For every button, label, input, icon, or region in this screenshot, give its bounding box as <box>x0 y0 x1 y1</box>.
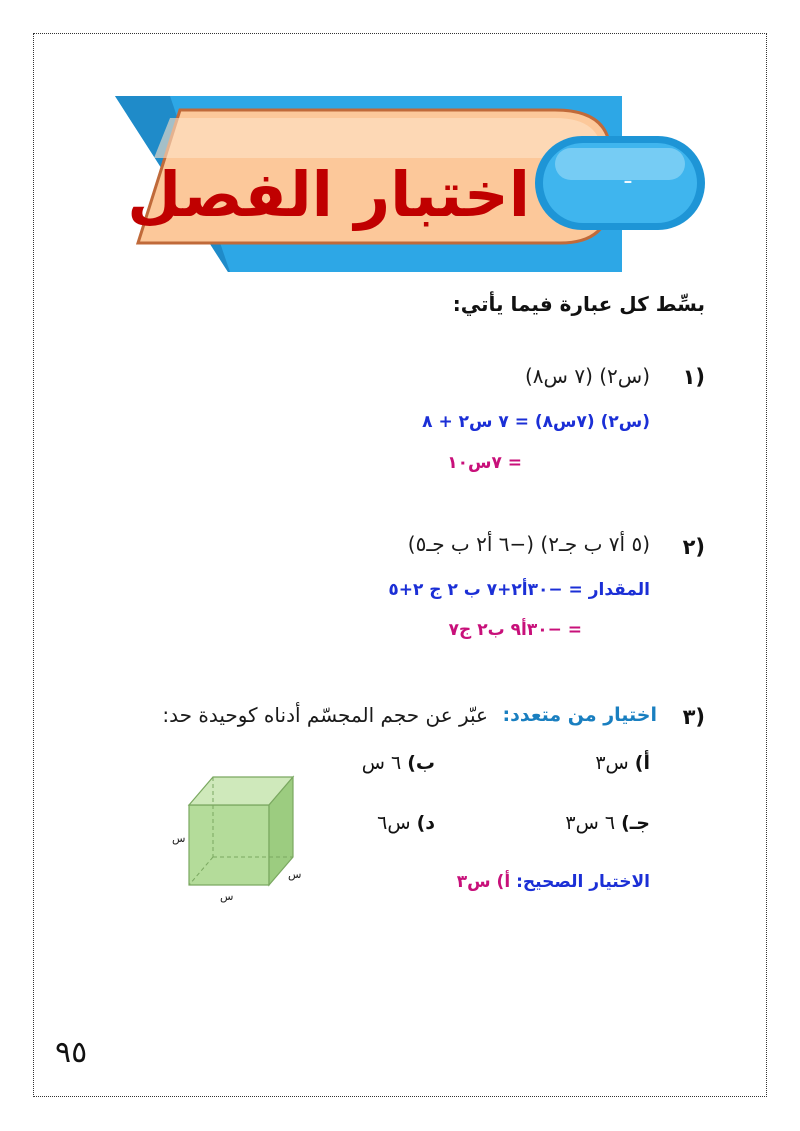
cube-label-left: س <box>172 832 186 845</box>
option-a[interactable] <box>595 752 650 774</box>
option-d-text: س٦ <box>377 812 411 834</box>
question-2-solution-line-2: = −٣٠أ٩ ب٢ ج٧ <box>448 620 582 640</box>
page-number: ٩٥ <box>55 1035 88 1070</box>
cube-label-right: س <box>288 868 302 881</box>
question-1-solution-line-2: = ٧س١٠ <box>447 453 522 473</box>
option-a-text: س٣ <box>595 752 629 774</box>
option-b-letter: ب) <box>407 752 435 774</box>
question-2-solution-line-1: المقدار = −٣٠أ٢+٧ ب ٢ ج ٢+٥ <box>388 580 650 600</box>
option-c[interactable] <box>565 812 650 834</box>
option-b-text: ٦ س <box>361 752 402 774</box>
cube-figure <box>165 765 315 905</box>
option-b[interactable] <box>362 752 435 774</box>
correct-answer-value: أ) س٣ <box>456 872 511 892</box>
question-2-expression: (٥ أ٧ ب جـ٢) (−٦ أ٢ ب جـ٥) <box>407 532 650 556</box>
mcq-prompt: عبّر عن حجم المجسّم أدناه كوحيدة حد: <box>162 703 488 727</box>
instruction-heading: بسِّط كل عبارة فيما يأتي: <box>452 292 705 316</box>
question-1-number: ١) <box>682 365 705 389</box>
option-c-text: ٦ س٣ <box>565 812 616 834</box>
banner-badge: - <box>623 166 633 196</box>
cube-front-face <box>189 805 269 885</box>
question-1-expression: (س٢) (٧ س٨) <box>524 364 650 388</box>
option-d[interactable] <box>377 812 435 834</box>
option-d-letter: د) <box>416 812 435 834</box>
cube-label-bottom: س <box>220 890 234 903</box>
option-a-letter: أ) <box>634 752 650 774</box>
question-1-solution-line-1: (س٢) (٧س٨) = ٧ س٢ + ٨ <box>422 412 650 432</box>
banner-title: اختبار الفصل <box>127 158 530 231</box>
option-c-letter: جـ) <box>621 812 650 834</box>
question-3-number: ٣) <box>682 705 705 729</box>
question-2-number: ٢) <box>682 535 705 559</box>
correct-answer <box>457 872 650 892</box>
correct-answer-label: الاختيار الصحيح: <box>516 872 650 892</box>
mcq-label: اختيار من متعدد: <box>502 704 657 726</box>
